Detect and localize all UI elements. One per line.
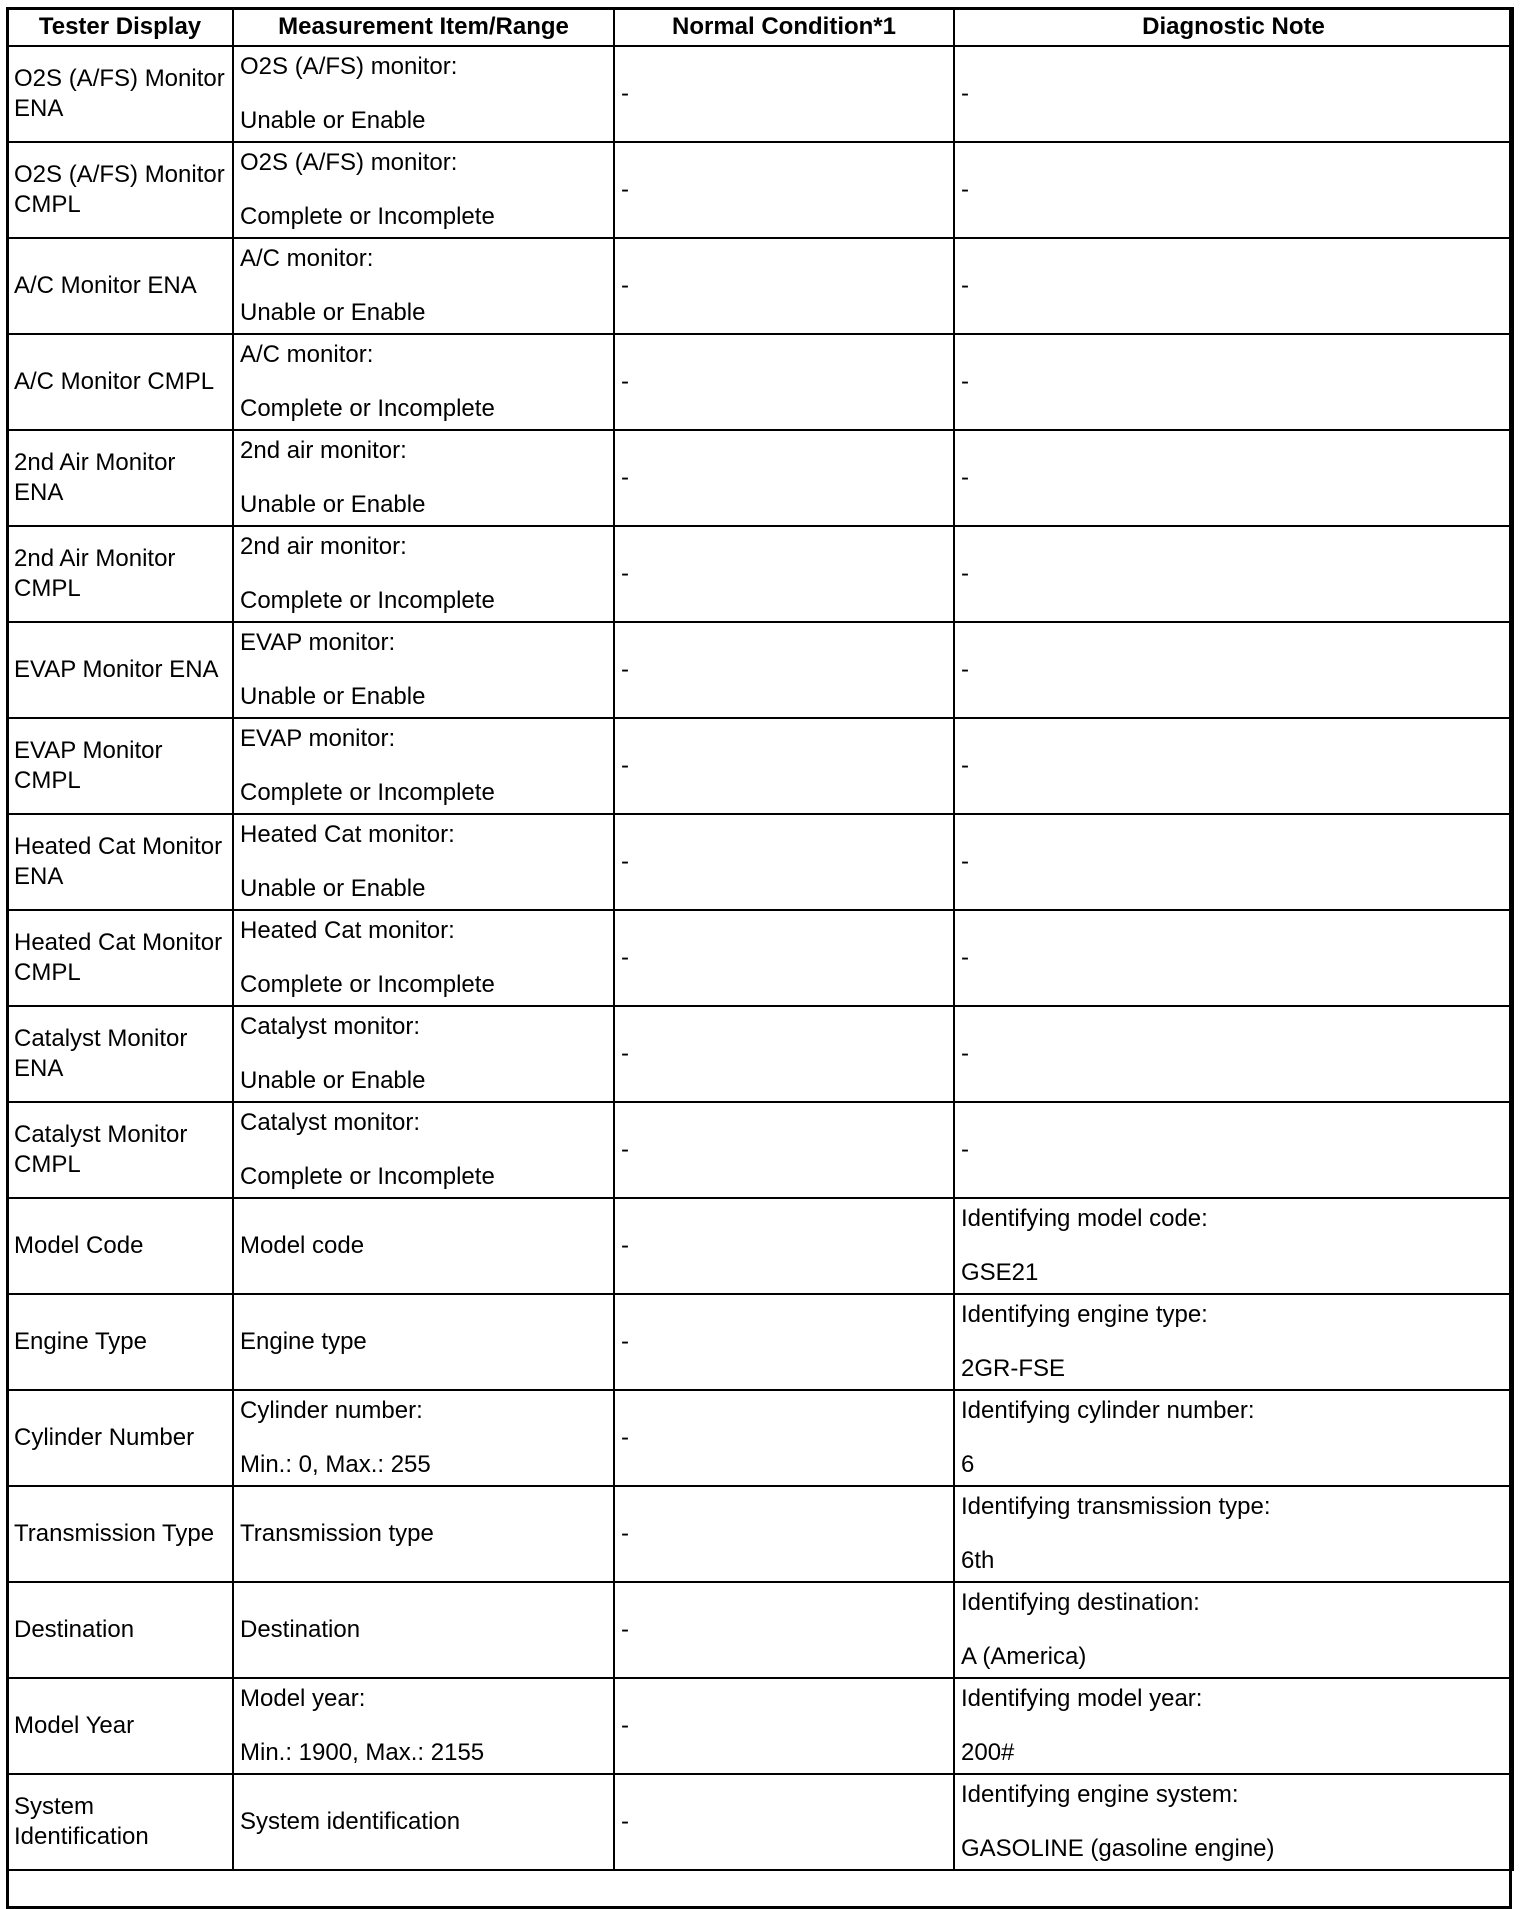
measurement-item-cell [233,814,614,910]
measurement-item-lines [240,532,607,616]
table-row [7,1006,1513,1102]
normal-condition-cell: - [614,622,954,718]
measurement-item-cell: Engine type [233,1294,614,1390]
header-tester-display: Tester Display [7,8,233,46]
table-row [7,1486,1513,1582]
tester-display-cell: O2S (A/FS) Monitor ENA [7,46,233,142]
table-row [7,622,1513,718]
diagnostic-note-lines [961,1684,1506,1768]
tester-display-cell: EVAP Monitor ENA [7,622,233,718]
measurement-item-cell [233,46,614,142]
table-row [7,526,1513,622]
tester-display-cell: Destination [7,1582,233,1678]
normal-condition-cell: - [614,1294,954,1390]
measurement-item-lines [240,148,607,232]
diagnostic-note-line: Identifying destination: [961,1589,1200,1616]
measurement-item-line: O2S (A/FS) monitor: [240,53,458,80]
diagnostic-note-line: 2GR-FSE [961,1355,1066,1382]
table-body [7,46,1513,1870]
table-row [7,1582,1513,1678]
table-row [7,1102,1513,1198]
diagnostic-note-line: Identifying model year: [961,1685,1203,1712]
diagnostic-note-lines [961,1492,1506,1576]
normal-condition-cell: - [614,1582,954,1678]
diagnostic-note-lines [961,1300,1506,1384]
measurement-item-lines [240,724,607,808]
measurement-item-cell: Transmission type [233,1486,614,1582]
measurement-item-line: Cylinder number: [240,1397,423,1424]
measurement-item-line: O2S (A/FS) monitor: [240,149,458,176]
measurement-item-lines [240,1684,607,1768]
tester-display-cell: Model Year [7,1678,233,1774]
tester-display-cell: Transmission Type [7,1486,233,1582]
diagnostic-note-lines [961,1780,1506,1864]
measurement-item-line: Complete or Incomplete [240,779,495,806]
measurement-item-cell [233,238,614,334]
normal-condition-cell: - [614,1006,954,1102]
measurement-item-lines [240,916,607,1000]
normal-condition-cell: - [614,814,954,910]
diagnostic-note-cell: - [954,430,1513,526]
diagnostic-note-lines [961,1204,1506,1288]
measurement-item-line: Unable or Enable [240,107,426,134]
diagnostic-note-lines [961,1396,1506,1480]
measurement-item-line: A/C monitor: [240,245,374,272]
measurement-item-line: Heated Cat monitor: [240,917,455,944]
table-row [7,1678,1513,1774]
diagnostic-note-cell: - [954,910,1513,1006]
table-row [7,238,1513,334]
measurement-item-lines [240,820,607,904]
diagnostic-note-cell [954,1774,1513,1870]
table-row [7,334,1513,430]
normal-condition-cell: - [614,1390,954,1486]
measurement-item-line: 2nd air monitor: [240,437,407,464]
tester-display-cell: Catalyst Monitor CMPL [7,1102,233,1198]
measurement-item-lines [240,1108,607,1192]
diagnostic-note-line: 6th [961,1547,995,1574]
diagnostic-note-lines [961,1588,1506,1672]
measurement-item-cell [233,1390,614,1486]
diagnostic-note-cell [954,1390,1513,1486]
measurement-item-cell [233,622,614,718]
normal-condition-cell: - [614,1198,954,1294]
tester-display-cell: Heated Cat Monitor ENA [7,814,233,910]
diagnostic-note-line: Identifying engine type: [961,1301,1208,1328]
measurement-item-line: Complete or Incomplete [240,587,495,614]
measurement-item-line: Complete or Incomplete [240,395,495,422]
normal-condition-cell: - [614,1678,954,1774]
header-diagnostic-note: Diagnostic Note [954,8,1513,46]
normal-condition-cell: - [614,718,954,814]
tester-display-cell: A/C Monitor ENA [7,238,233,334]
measurement-item-lines [240,52,607,136]
measurement-item-line: Min.: 0, Max.: 255 [240,1451,431,1478]
measurement-item-cell [233,1102,614,1198]
table-row [7,814,1513,910]
diagnostic-note-line: GSE21 [961,1259,1039,1286]
diagnostic-note-line: 200# [961,1739,1015,1766]
diagnostic-note-line: Identifying transmission type: [961,1493,1271,1520]
measurement-item-lines [240,1396,607,1480]
measurement-item-line: Model year: [240,1685,366,1712]
measurement-item-lines [240,628,607,712]
diagnostic-note-cell: - [954,1006,1513,1102]
diagnostic-note-line: Identifying engine system: [961,1781,1239,1808]
diagnostic-note-cell [954,1486,1513,1582]
diagnostic-note-line: Identifying model code: [961,1205,1208,1232]
normal-condition-cell: - [614,430,954,526]
diagnostic-note-cell: - [954,334,1513,430]
measurement-item-line: Complete or Incomplete [240,1163,495,1190]
tester-display-cell: Model Code [7,1198,233,1294]
normal-condition-cell: - [614,46,954,142]
measurement-item-cell [233,910,614,1006]
header-normal-condition: Normal Condition*1 [614,8,954,46]
measurement-item-line: Unable or Enable [240,875,426,902]
diagnostic-note-line: 6 [961,1451,975,1478]
tester-display-cell: Heated Cat Monitor CMPL [7,910,233,1006]
measurement-item-line: A/C monitor: [240,341,374,368]
measurement-item-line: Catalyst monitor: [240,1109,421,1136]
normal-condition-cell: - [614,334,954,430]
diagnostic-note-cell [954,1294,1513,1390]
diagnostic-note-cell: - [954,46,1513,142]
measurement-item-line: EVAP monitor: [240,725,396,752]
measurement-item-cell: Destination [233,1582,614,1678]
header-measurement-item-range: Measurement Item/Range [233,8,614,46]
diagnostic-note-cell: - [954,622,1513,718]
diagnostic-note-cell: - [954,238,1513,334]
measurement-item-cell [233,142,614,238]
measurement-item-lines [240,340,607,424]
measurement-item-line: Min.: 1900, Max.: 2155 [240,1739,485,1766]
header-row [7,8,1513,46]
table-row [7,1198,1513,1294]
diagnostic-note-cell: - [954,718,1513,814]
normal-condition-cell: - [614,526,954,622]
tester-display-cell: EVAP Monitor CMPL [7,718,233,814]
tester-display-cell: 2nd Air Monitor CMPL [7,526,233,622]
diagnostic-note-cell: - [954,1102,1513,1198]
data-list-sheet [6,7,1512,1871]
diagnostic-note-cell: - [954,814,1513,910]
tester-display-cell: Catalyst Monitor ENA [7,1006,233,1102]
measurement-item-line: 2nd air monitor: [240,533,407,560]
measurement-item-line: Unable or Enable [240,491,426,518]
measurement-item-line: Unable or Enable [240,299,426,326]
table-row [7,718,1513,814]
data-list-table [6,7,1514,1871]
normal-condition-cell: - [614,1486,954,1582]
measurement-item-cell [233,430,614,526]
tester-display-cell: A/C Monitor CMPL [7,334,233,430]
table-row [7,1774,1513,1870]
normal-condition-cell: - [614,238,954,334]
measurement-item-line: Unable or Enable [240,683,426,710]
measurement-item-line: Catalyst monitor: [240,1013,421,1040]
measurement-item-line: Complete or Incomplete [240,203,495,230]
measurement-item-cell [233,1678,614,1774]
measurement-item-line: Heated Cat monitor: [240,821,455,848]
tester-display-cell: O2S (A/FS) Monitor CMPL [7,142,233,238]
measurement-item-cell [233,334,614,430]
table-row [7,142,1513,238]
table-row [7,910,1513,1006]
diagnostic-note-line: A (America) [961,1643,1087,1670]
measurement-item-lines [240,436,607,520]
measurement-item-line: Complete or Incomplete [240,971,495,998]
tester-display-cell: 2nd Air Monitor ENA [7,430,233,526]
diagnostic-note-cell [954,1678,1513,1774]
measurement-item-line: Unable or Enable [240,1067,426,1094]
measurement-item-cell [233,1006,614,1102]
measurement-item-lines [240,244,607,328]
measurement-item-cell: System identification [233,1774,614,1870]
table-row [7,46,1513,142]
normal-condition-cell: - [614,142,954,238]
diagnostic-note-line: Identifying cylinder number: [961,1397,1255,1424]
table-row [7,430,1513,526]
normal-condition-cell: - [614,1102,954,1198]
diagnostic-note-cell: - [954,526,1513,622]
measurement-item-lines [240,1012,607,1096]
tester-display-cell: Engine Type [7,1294,233,1390]
table-row [7,1390,1513,1486]
measurement-item-cell: Model code [233,1198,614,1294]
measurement-item-cell [233,718,614,814]
diagnostic-note-line: GASOLINE (gasoline engine) [961,1835,1275,1862]
normal-condition-cell: - [614,910,954,1006]
normal-condition-cell: - [614,1774,954,1870]
measurement-item-line: EVAP monitor: [240,629,396,656]
measurement-item-cell [233,526,614,622]
diagnostic-note-cell [954,1198,1513,1294]
tester-display-cell: System Identification [7,1774,233,1870]
diagnostic-note-cell: - [954,142,1513,238]
table-row [7,1294,1513,1390]
tester-display-cell: Cylinder Number [7,1390,233,1486]
diagnostic-note-cell [954,1582,1513,1678]
